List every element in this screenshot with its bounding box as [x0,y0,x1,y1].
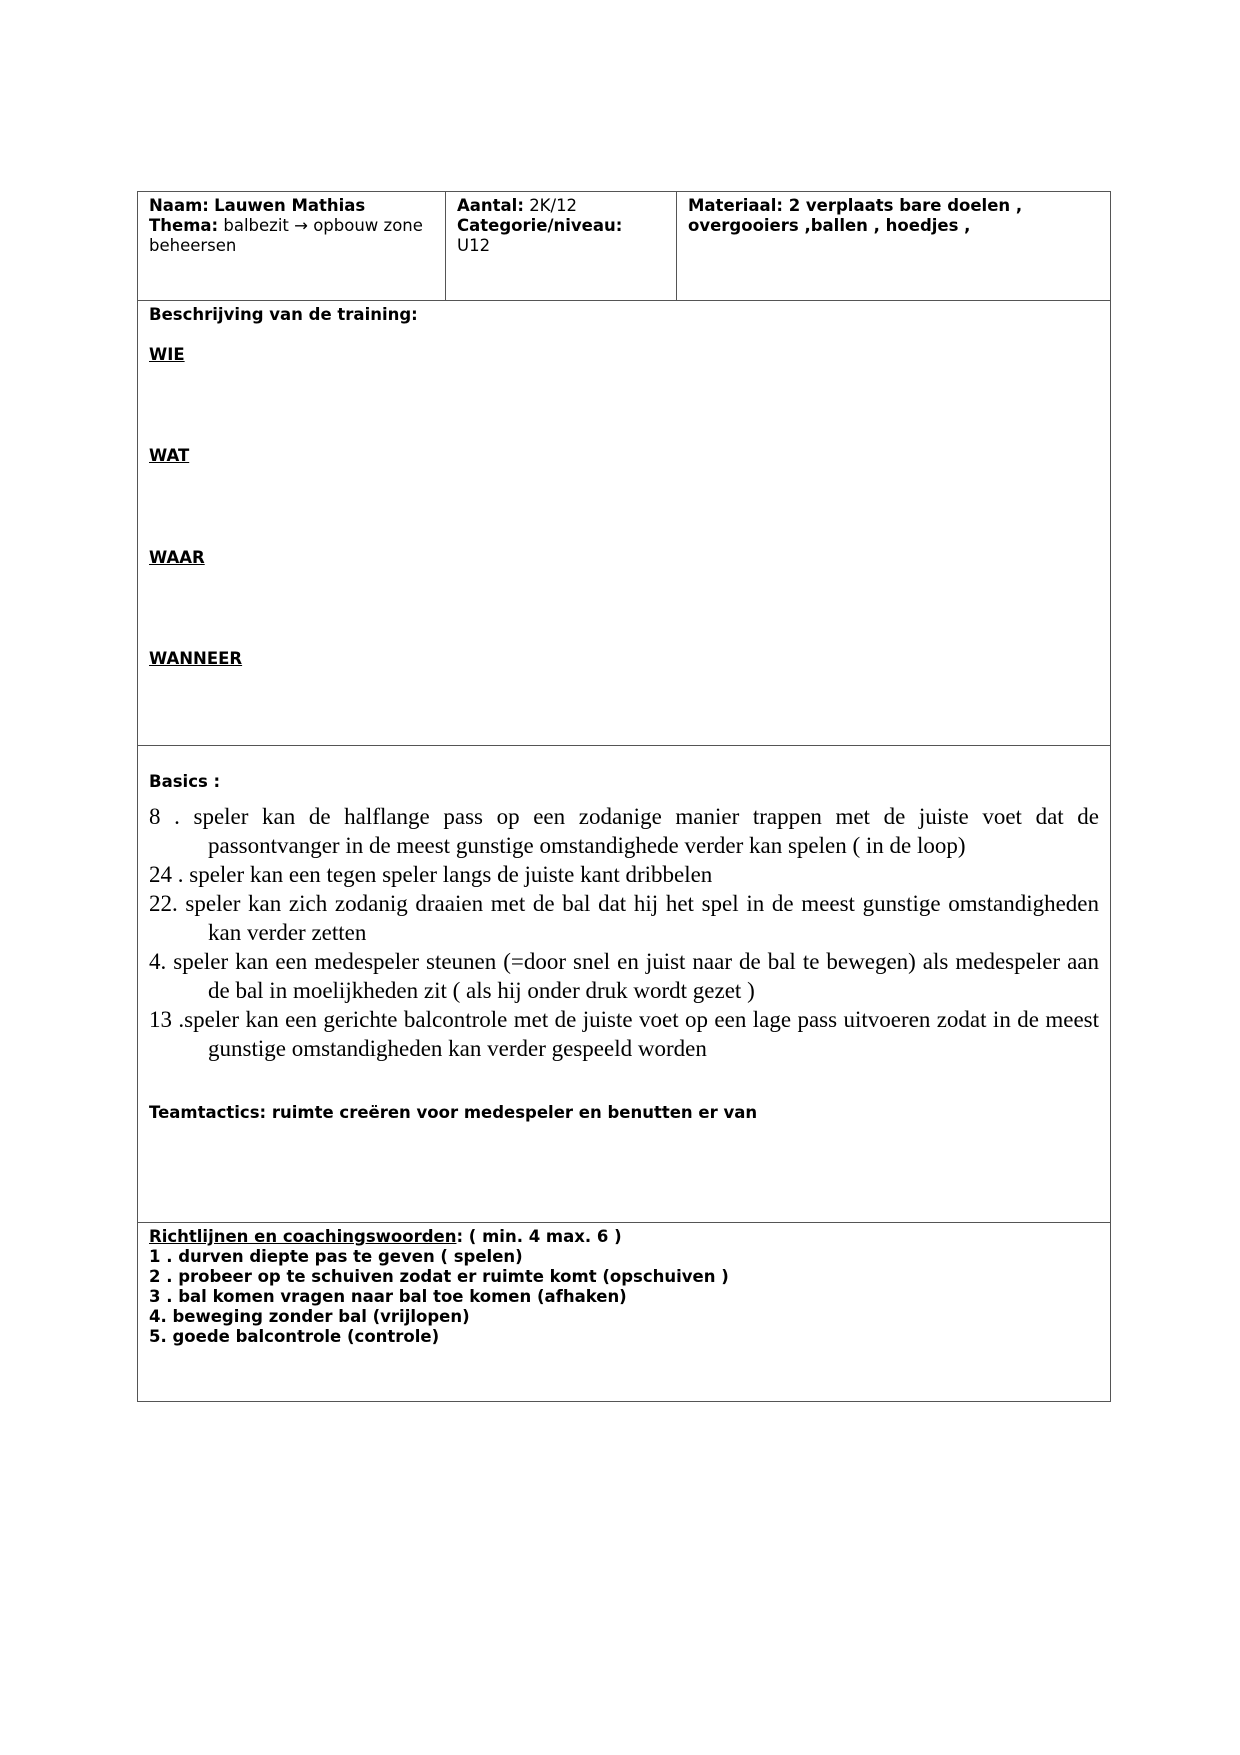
waar-label: WAAR [149,548,205,567]
thema-label: Thema: [149,216,219,235]
naam-value: Lauwen Mathias [214,196,366,215]
description-title: Beschrijving van de training: [149,305,418,324]
naam-label: Naam: [149,196,209,215]
coaching-item: 2 . probeer op te schuiven zodat er ruimte komt (opschuiven ) [149,1267,729,1286]
wat-label: WAT [149,446,190,465]
categorie-value: U12 [457,236,491,255]
aantal-label: Aantal: [457,196,524,215]
basics-item: 8 . speler kan de halflange pass op een zodanige manier trappen met de juiste voet dat de passontvanger in de meest gunstige omstandighede verder kan spelen ( in de loop) [149,804,1099,858]
basics-item: 22. speler kan zich zodanig draaien met de bal dat hij het spel in de meest gunstige omstandigheden kan verder zetten [149,891,1099,945]
coaching-suffix: : ( min. 4 max. 6 ) [456,1227,622,1246]
description-cell [138,301,1111,746]
coaching-row [138,1223,1111,1402]
coaching-cell [138,1223,1111,1402]
basics-list [149,802,1099,1063]
coaching-item: 5. goede balcontrole (controle) [149,1327,440,1346]
coaching-item: 4. beweging zonder bal (vrijlopen) [149,1307,470,1326]
basics-row [138,746,1111,1223]
wanneer-label: WANNEER [149,649,243,668]
teamtactics-text: Teamtactics: ruimte creëren voor medespeler en benutten er van [149,1103,758,1122]
materiaal-text: Materiaal: 2 verplaats bare doelen , overgooiers ,ballen , hoedjes , [688,196,1023,235]
coaching-item: 1 . durven diepte pas te geven ( spelen) [149,1247,523,1266]
coaching-title: Richtlijnen en coachingswoorden [149,1227,457,1246]
header-row [138,192,1111,301]
wie-label: WIE [149,345,185,364]
basics-item: 13 .speler kan een gerichte balcontrole met de juiste voet op een lage pass uitvoeren zodat in de meest gunstige omstandigheden kan verder gespeeld worden [149,1007,1099,1061]
aantal-value: 2K/12 [529,196,578,215]
categorie-label: Categorie/niveau: [457,216,623,235]
basics-title: Basics : [149,772,221,791]
training-form-table [137,191,1111,1402]
basics-cell [138,746,1111,1223]
aantal-categorie-cell [446,192,677,301]
basics-item: 4. speler kan een medespeler steunen (=door snel en juist naar de bal te bewegen) als medespeler aan de bal in moelijkheden zit ( als hij onder druk wordt gezet ) [149,949,1099,1003]
materiaal-cell [677,192,1111,301]
coaching-item: 3 . bal komen vragen naar bal toe komen (afhaken) [149,1287,627,1306]
basics-item: 24 . speler kan een tegen speler langs de juiste kant dribbelen [149,862,713,887]
coaching-heading [149,1227,1099,1247]
description-row [138,301,1111,746]
naam-thema-cell [138,192,446,301]
thema-value: balbezit → opbouw zone beheersen [149,216,423,255]
